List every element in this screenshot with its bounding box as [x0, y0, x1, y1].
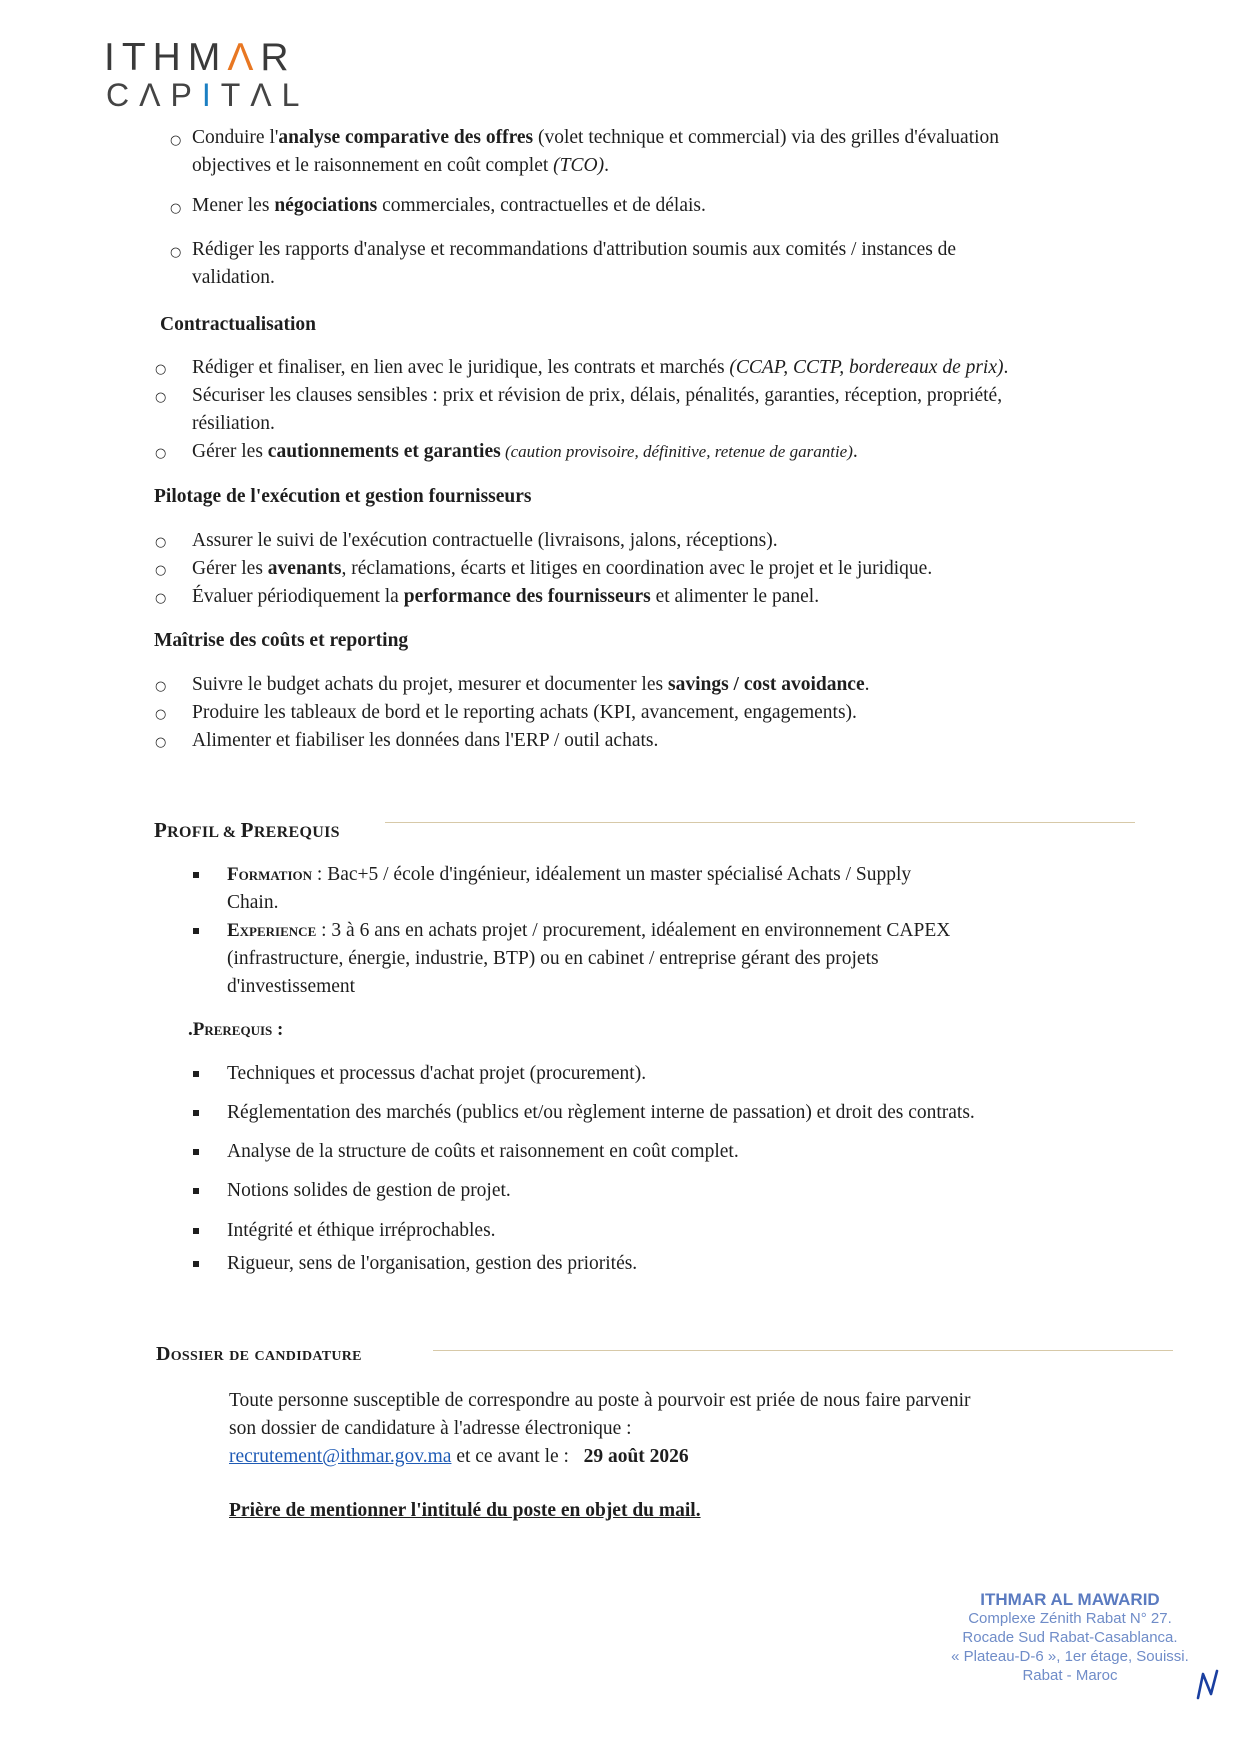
circle-bullet-icon: ○ — [155, 707, 167, 722]
list-item: Techniques et processus d'achat projet (procurement). — [227, 1063, 647, 1084]
section-heading: Maîtrise des coûts et reporting — [154, 630, 409, 651]
circle-bullet-icon: ○ — [155, 591, 167, 606]
logo-text-b: R — [260, 36, 296, 79]
subject-note: Prière de mentionner l'intitulé du poste en objet du mail. — [229, 1500, 701, 1521]
circle-bullet-icon: ○ — [155, 446, 167, 461]
company-stamp: ITHMAR AL MAWARID Complexe Zénith Rabat N° 27. Rocade Sud Rabat-Casablanca. « Plateau-D-6 », 1er étage, Souissi. Rabat - Maroc — [951, 1590, 1189, 1684]
list-item: Notions solides de gestion de projet. — [227, 1180, 511, 1201]
logo-accent-a: Λ — [227, 36, 261, 79]
list-item: Gérer les avenants, réclamations, écarts et litiges en coordination avec le projet et le juridique. — [192, 558, 933, 579]
application-text: Toute personne susceptible de correspondre au poste à pourvoir est priée de nous faire parvenir son dossier de candidature à l'adresse électronique : recrutement@ithmar.gov.ma et ce avant le : 29 août 2026 — [229, 1390, 971, 1467]
section-title-profil: PROFIL & PREREQUIS — [154, 818, 340, 842]
square-bullet-icon — [193, 1110, 199, 1116]
circle-bullet-icon: ○ — [170, 245, 182, 260]
list-item: Évaluer périodiquement la performance des fournisseurs et alimenter le panel. — [192, 586, 820, 607]
list-item: Suivre le budget achats du projet, mesurer et documenter les savings / cost avoidance. — [192, 674, 870, 695]
list-item: Réglementation des marchés (publics et/ou règlement interne de passation) et droit des contrats. — [227, 1102, 975, 1123]
section-divider — [385, 822, 1135, 823]
square-bullet-icon — [193, 872, 199, 878]
section-heading: Contractualisation — [160, 314, 316, 335]
deadline-date: 29 août 2026 — [583, 1446, 689, 1467]
signature-mark — [1195, 1668, 1221, 1710]
list-item: Assurer le suivi de l'exécution contractuelle (livraisons, jalons, réceptions). — [192, 530, 778, 551]
circle-bullet-icon: ○ — [170, 201, 182, 216]
list-item: Produire les tableaux de bord et le reporting achats (KPI, avancement, engagements). — [192, 702, 857, 723]
signature-icon — [1195, 1668, 1221, 1702]
company-logo — [104, 38, 309, 112]
section-heading: Pilotage de l'exécution et gestion fournisseurs — [154, 486, 532, 507]
circle-bullet-icon: ○ — [155, 679, 167, 694]
list-item: Sécuriser les clauses sensibles : prix et révision de prix, délais, pénalités, garanties, réception, propriété, résiliation. — [192, 385, 1003, 434]
circle-bullet-icon: ○ — [170, 133, 182, 148]
section-divider — [433, 1350, 1173, 1351]
logo-text-d: TΛL — [220, 77, 310, 113]
list-item: Mener les négociations commerciales, contractuelles et de délais. — [192, 195, 706, 216]
square-bullet-icon — [193, 1071, 199, 1077]
logo-text-a: ITHM — [104, 36, 228, 79]
list-item: Intégrité et éthique irréprochables. — [227, 1220, 496, 1241]
list-item: Alimenter et fiabiliser les données dans l'ERP / outil achats. — [192, 730, 659, 751]
list-item: Rigueur, sens de l'organisation, gestion des priorités. — [227, 1253, 638, 1274]
circle-bullet-icon: ○ — [155, 563, 167, 578]
prerequis-label: .Prerequis : — [188, 1019, 284, 1040]
square-bullet-icon — [193, 1188, 199, 1194]
list-item: Analyse de la structure de coûts et raisonnement en coût complet. — [227, 1141, 739, 1162]
square-bullet-icon — [193, 1149, 199, 1155]
list-item: Experience : 3 à 6 ans en achats projet / procurement, idéalement en environnement CAPEX (infrastructure, énergie, industrie, BTP) ou en cabinet / entreprise gérant des projets d'investissement — [227, 920, 951, 997]
circle-bullet-icon: ○ — [155, 535, 167, 550]
list-item: Rédiger et finaliser, en lien avec le juridique, les contrats et marchés (CCAP, CCTP, bordereaux de prix). — [192, 357, 1009, 378]
circle-bullet-icon: ○ — [155, 390, 167, 405]
square-bullet-icon — [193, 928, 199, 934]
logo-accent-i: I — [201, 77, 221, 113]
email-link[interactable]: recrutement@ithmar.gov.ma — [229, 1446, 452, 1467]
list-item: Gérer les cautionnements et garanties (caution provisoire, définitive, retenue de garantie). — [192, 441, 858, 462]
list-item: Conduire l'analyse comparative des offres (volet technique et commercial) via des grilles d'évaluation objectives et le raisonnement en coût complet (TCO). — [192, 127, 1000, 176]
list-item: Rédiger les rapports d'analyse et recommandations d'attribution soumis aux comités / instances de validation. — [192, 239, 957, 288]
square-bullet-icon — [193, 1228, 199, 1234]
square-bullet-icon — [193, 1261, 199, 1267]
circle-bullet-icon: ○ — [155, 735, 167, 750]
circle-bullet-icon: ○ — [155, 362, 167, 377]
list-item: Formation : Bac+5 / école d'ingénieur, idéalement un master spécialisé Achats / Supply Chain. — [227, 864, 912, 913]
section-title-dossier: Dossier de candidature — [156, 1343, 362, 1365]
logo-text-c: CΛP — [106, 77, 202, 113]
